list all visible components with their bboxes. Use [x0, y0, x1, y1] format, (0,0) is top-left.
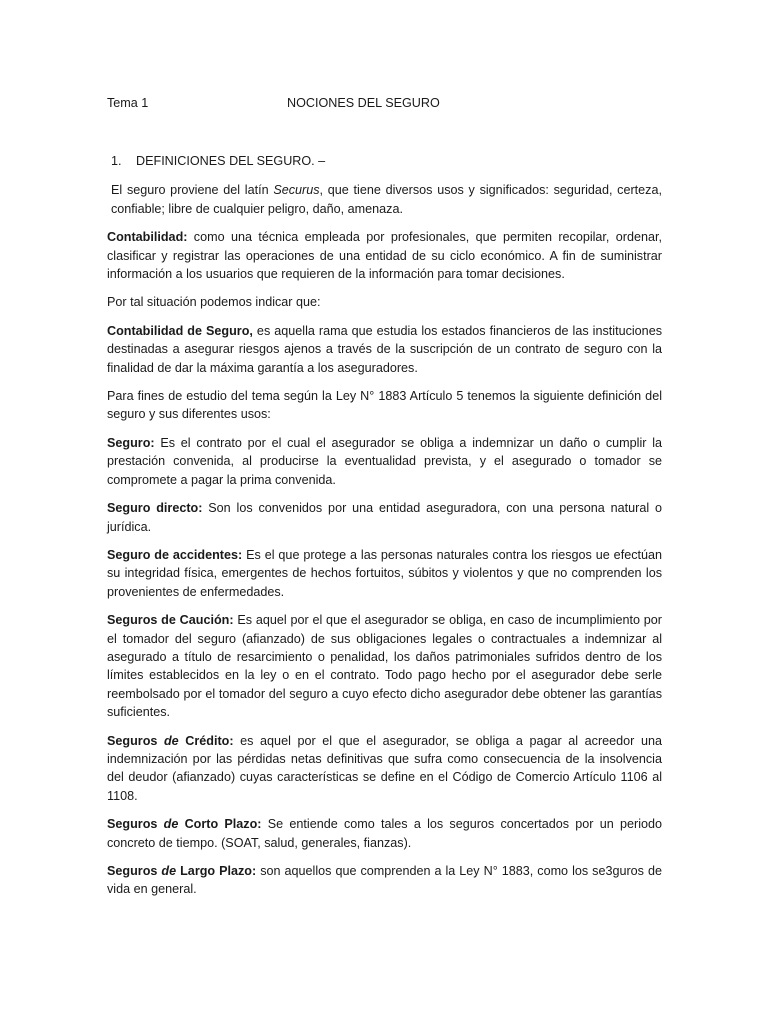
seguros-largo-term-a: Seguros	[107, 864, 162, 878]
seguros-largo-term	[107, 864, 256, 878]
seguro-text: Es el contrato por el cual el asegurador se obliga a indemnizar un daño o cumplir la prestación convenida, al producirse la eventualidad prevista, y el asegurado o tomador se compromete a pagar la prima convenida.	[107, 435, 662, 487]
seguros-corto-term-b: Corto Plazo:	[178, 817, 262, 832]
topic-label: Tema 1	[107, 96, 149, 110]
contabilidad-seguro-paragraph	[107, 322, 662, 377]
contabilidad-seguro-term: Contabilidad de Seguro,	[107, 323, 253, 338]
situacion-paragraph	[107, 293, 662, 311]
contabilidad-seguro-text: es aquella rama que estudia los estados financieros de las instituciones destinadas a asegurar riesgos ajenos a través de la suscripción de un contrato de seguro con la finalidad de dar la máxima garantía a los aseguradores.	[107, 323, 662, 375]
fines-paragraph	[107, 387, 662, 424]
intro-paragraph	[107, 181, 662, 218]
seguros-caucion-text: Es aquel por el que el asegurador se obliga, en caso de incumplimiento por el tomador del seguro (afianzado) de sus obligaciones legales o contractuales a indemnizar al asegurado a título de resarcimiento o penalidad, los daños patrimoniales sufridos dentro de los límites establecidos en la ley o en el contrato. Todo pago hecho por el asegurador debe serle reembolsado por el tomador del seguro a cuyo efecto dicho asegurador debe obtener las garantías suficientes.	[107, 613, 662, 720]
intro-text-after: , que tiene diversos usos y significados: seguridad, certeza, confiable; libre de cualquier peligro, daño, amenaza.	[111, 183, 662, 216]
seguros-credito-paragraph	[107, 732, 662, 806]
document-header	[107, 94, 662, 112]
contabilidad-term: Contabilidad:	[107, 230, 188, 245]
seguros-largo-term-b: Largo Plazo:	[176, 864, 257, 878]
situacion-text: Por tal situación podemos indicar que:	[107, 295, 321, 310]
contabilidad-text: como una técnica empleada por profesionales, que permiten recopilar, ordenar, clasificar y registrar las operaciones de una entidad de su ciclo económico. A fin de suministrar información a los usuarios que requieren de la información para tomar decisiones.	[107, 230, 662, 282]
seguros-credito-text: es aquel por el que el asegurador, se obliga a pagar al acreedor una indemnización por las pérdidas netas definitivas que sufra como consecuencia de la insolvencia del deudor (afianzado) cuyas características se define en el Código de Comercio Artículo 1106 al 1108.	[107, 733, 662, 803]
seguros-corto-paragraph	[107, 815, 662, 852]
seguros-credito-term-a: Seguros	[107, 733, 164, 748]
contabilidad-paragraph	[107, 228, 662, 283]
seguros-corto-term-de: de	[163, 817, 179, 832]
section-title: DEFINICIONES DEL SEGURO. –	[136, 154, 326, 168]
seguros-largo-paragraph	[107, 862, 662, 899]
seguro-directo-text: Son los convenidos por una entidad aseguradora, con una persona natural o jurídica.	[107, 501, 662, 534]
seguros-corto-term-a: Seguros	[107, 817, 164, 832]
seguro-accidentes-paragraph	[107, 546, 662, 601]
intro-text-before: El seguro proviene del latín	[111, 183, 274, 198]
intro-latin-word: Securus	[273, 183, 320, 198]
seguro-term: Seguro:	[107, 435, 155, 450]
seguro-directo-paragraph	[107, 499, 662, 536]
document-title: NOCIONES DEL SEGURO	[287, 96, 440, 110]
seguros-caucion-paragraph	[107, 611, 662, 721]
section-heading	[107, 152, 662, 170]
seguros-caucion-term: Seguros de Caución:	[107, 613, 234, 628]
seguro-directo-term: Seguro directo:	[107, 501, 203, 516]
seguro-paragraph	[107, 434, 662, 489]
seguros-credito-term	[107, 734, 234, 748]
seguro-accidentes-term: Seguro de accidentes:	[107, 547, 243, 562]
seguros-corto-text: Se entiende como tales a los seguros concertados por un periodo concreto de tiempo. (SOAT, salud, generales, fianzas).	[107, 817, 662, 850]
seguros-credito-term-b: Crédito:	[178, 733, 234, 748]
seguro-accidentes-text: Es el que protege a las personas naturales contra los riesgos ue efectúan su integridad física, emergentes de hechos fortuitos, súbitos y violentos y que no comprenden los provenientes de enfermedades.	[107, 547, 663, 599]
seguros-largo-term-de: de	[161, 864, 177, 878]
section-number: 1.	[111, 154, 122, 168]
seguros-largo-text: son aquellos que comprenden a la Ley N° 1883, como los se3guros de vida en general.	[107, 864, 662, 897]
seguros-credito-term-de: de	[163, 733, 179, 748]
seguros-corto-term	[107, 817, 262, 831]
fines-text: Para fines de estudio del tema según la Ley N° 1883 Artículo 5 tenemos la siguiente definición del seguro y sus diferentes usos:	[107, 389, 662, 422]
